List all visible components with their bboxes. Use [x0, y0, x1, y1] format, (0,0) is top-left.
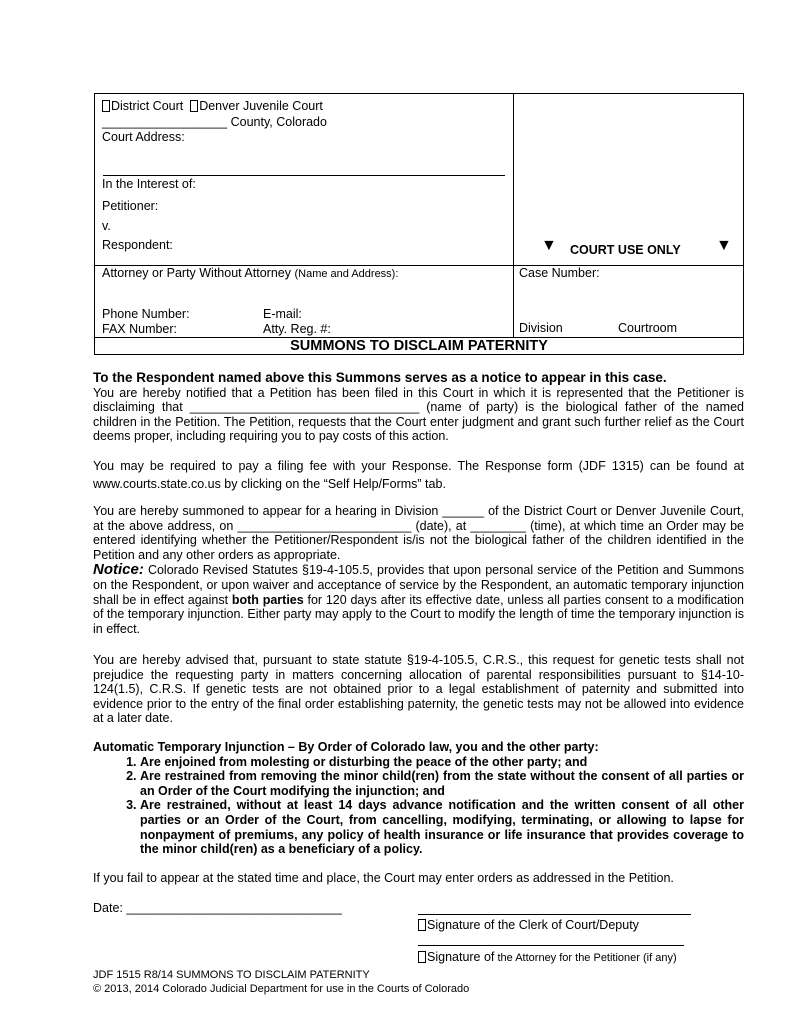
atty-reg-label: Atty. Reg. #:	[263, 322, 331, 336]
district-court-label: District Court	[111, 99, 184, 113]
attorney-sub-label: (Name and Address):	[294, 268, 399, 280]
email-label: E-mail:	[263, 307, 302, 321]
phone-label: Phone Number:	[102, 307, 190, 321]
notice-paragraph	[93, 563, 744, 636]
clerk-signature-label: Signature of the Clerk of Court/Deputy	[427, 918, 639, 932]
notification-paragraph: You are hereby notified that a Petition has been filed in this Court in which it is represented that the Petitioner is disclaiming that _________________________________ (name of party) is the biological father of the named children in the Petition. The Petition, requests that the Court enter judgment and grant such further relief as the Court deems proper, including requiring you to pay costs of this action.	[93, 385, 744, 444]
body-section-3	[93, 504, 744, 636]
attorney-label-row	[102, 266, 398, 282]
body-section-2	[93, 458, 744, 493]
court-type-row	[102, 99, 323, 114]
denver-juvenile-checkbox[interactable]	[190, 100, 198, 112]
attorney-label: Attorney or Party Without Attorney	[102, 266, 291, 280]
ati-heading: Automatic Temporary Injunction – By Order of Colorado law, you and the other party:	[93, 740, 599, 754]
list-item: 1. Are enjoined from molesting or disturbing the peace of the other party; and	[140, 755, 744, 770]
attorney-signature-line	[418, 945, 684, 946]
list-item: 2. Are restrained from removing the minor child(ren) from the state without the consent of all parties or an Order of the Court modifying the injunction; and	[140, 769, 744, 798]
court-use-cell	[513, 94, 743, 265]
attorney-signature-row	[418, 950, 677, 966]
case-number-label: Case Number:	[519, 266, 600, 280]
hearing-paragraph: You are hereby summoned to appear for a hearing in Division ______ of the District Court or Denver Juvenile Court, at the above address, on _________________________ (date), at ________ (time), at which time an Order may be entered identifying whether the Petitioner/Respondent is/is not the biological father of the children identified in the Petition and any other orders as appropriate.	[93, 504, 744, 562]
body-section-4	[93, 653, 744, 726]
injunction-list	[93, 755, 744, 857]
denver-juvenile-label: Denver Juvenile Court	[199, 99, 323, 113]
v-label: v.	[102, 219, 111, 233]
down-triangle-icon: ▼	[541, 237, 557, 254]
caption-table	[94, 93, 744, 355]
court-address-label: Court Address:	[102, 130, 185, 144]
clerk-checkbox[interactable]	[418, 919, 426, 931]
fax-label: FAX Number:	[102, 322, 178, 336]
interest-label: In the Interest of:	[102, 177, 196, 191]
filing-fee-paragraph: You may be required to pay a filing fee with your Response. The Response form (JDF 1315) can be found at www.courts.state.co.us by clicking on the “Self Help/Forms” tab.	[93, 459, 744, 491]
body-section-1	[93, 371, 744, 444]
attorney-checkbox[interactable]	[418, 951, 426, 963]
clerk-signature-row	[418, 918, 639, 933]
body-section-6	[93, 871, 744, 886]
caption-court-cell	[95, 94, 514, 265]
caption-vertical-divider	[513, 265, 514, 337]
form-title: SUMMONS TO DISCLAIM PATERNITY	[290, 338, 548, 354]
genetic-tests-paragraph: You are hereby advised that, pursuant to state statute §19-4-105.5, C.R.S., this request for genetic tests shall not prejudice the requesting party in matters concerning allocation of parental responsibilities pursuant to §14-10-124(1.5), C.R.S. If genetic tests are not obtained prior to a legal establishment of paternity and submitted into evidence prior to the entry of the final order establishing paternity, the genetic tests may not be allowed into evidence at a later date.	[93, 653, 744, 726]
attorney-signature-prefix: Signature of	[427, 950, 495, 964]
court-address-line	[103, 175, 505, 176]
fail-to-appear-paragraph: If you fail to appear at the stated time and place, the Court may enter orders as addressed in the Petition.	[93, 871, 674, 885]
court-use-only-label: COURT USE ONLY	[570, 243, 681, 257]
respondent-label: Respondent:	[102, 238, 173, 252]
notice-bold: both parties	[231, 592, 304, 607]
notice-text-2: for 120 days after its effective date, unless all parties consent to a modification of the temporary injunction. Either party may apply to the Court to modify the length of time the temporary injunction is in effect.	[93, 592, 744, 636]
list-item: 3. Are restrained, without at least 14 days advance notification and the written consent of all other parties or an Order of the Court, from cancelling, modifying, terminating, or allowing to lapse for nonpayment of premiums, any policy of health insurance or life insurance that provides coverage to the minor child(ren) as a beneficiary of a policy.	[140, 798, 744, 856]
division-label: Division	[519, 321, 563, 335]
petitioner-label: Petitioner:	[102, 199, 159, 213]
down-triangle-icon: ▼	[716, 237, 732, 254]
notice-label: Notice:	[93, 561, 144, 579]
courtroom-label: Courtroom	[618, 321, 678, 335]
date-line: Date: _______________________________	[93, 901, 342, 915]
district-court-checkbox[interactable]	[102, 100, 110, 112]
clerk-signature-line	[418, 914, 691, 915]
county-line: __________________ County, Colorado	[102, 115, 327, 129]
notice-text-1: Colorado Revised Statutes §19-4-105.5, provides that upon personal service of the Petition and Summons on the Respondent, or upon waiver and acceptance of service by the Respondent, an automatic temporary injunction shall be in effect against	[93, 563, 744, 607]
copyright-footer: © 2013, 2014 Colorado Judicial Department for use in the Courts of Colorado	[93, 983, 470, 995]
body-section-5	[93, 740, 744, 857]
summons-heading: To the Respondent named above this Summons serves as a notice to appear in this case.	[93, 370, 667, 385]
attorney-signature-rest: the Attorney for the Petitioner (if any)	[494, 952, 677, 964]
form-id-footer: JDF 1515 R8/14 SUMMONS TO DISCLAIM PATERNITY	[93, 969, 370, 981]
